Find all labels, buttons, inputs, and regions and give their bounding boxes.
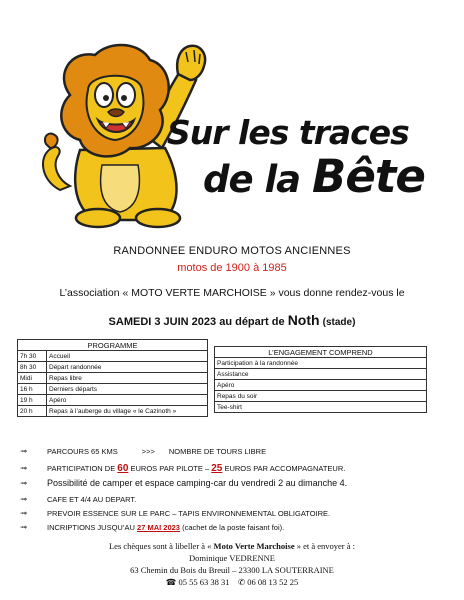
table-row (18, 384, 208, 395)
price-pilote: 60 (117, 463, 129, 474)
payment-footer (0, 540, 464, 588)
bullet-arrow-icon: ➟ (20, 463, 28, 473)
event-date-line (0, 312, 464, 328)
inscriptions-text-b: (cachet de la poste faisant foi). (182, 523, 285, 532)
table-row (18, 373, 208, 384)
footer-payee: Moto Verte Marchoise (213, 541, 295, 551)
event-place: Noth (287, 312, 320, 328)
engagement-item: Apéro (215, 380, 427, 391)
programme-label: Départ randonnée (47, 362, 208, 373)
arrow-text: >>> (141, 447, 155, 456)
programme-table (17, 339, 208, 417)
programme-label: Derniers départs (47, 384, 208, 395)
phone-icon: ☎ (165, 577, 177, 587)
programme-time: 19 h (18, 395, 47, 406)
participation-text-c: EUROS PAR ACCOMPAGNATEUR. (224, 464, 346, 473)
programme-label: Accueil (47, 351, 208, 362)
list-item (20, 463, 450, 478)
event-subtitle: RANDONNEE ENDURO MOTOS ANCIENNES (113, 245, 351, 257)
footer-text-a: Les chèques sont à libeller à « (108, 541, 212, 551)
bullet-arrow-icon: ➟ (20, 478, 28, 488)
programme-time: 20 h (18, 406, 47, 417)
title-line2-prefix: de la (203, 158, 301, 201)
mobile-phone-icon: ✆ (237, 577, 246, 587)
footer-line1 (0, 540, 464, 552)
inscriptions-text-a: INCRIPTIONS JUSQU’AU (47, 523, 135, 532)
table-row (215, 369, 427, 380)
table-row (18, 362, 208, 373)
programme-time: 7h 30 (18, 351, 47, 362)
table-row (215, 402, 427, 413)
engagement-item: Participation à la randonnée (215, 358, 427, 369)
event-place-note: (stade) (322, 317, 356, 328)
cafe-text: CAFE ET 4/4 AU DEPART. (47, 495, 137, 504)
engagement-header: L’ENGAGEMENT COMPREND (215, 347, 427, 358)
table-row (18, 395, 208, 406)
tours-text: NOMBRE DE TOURS LIBRE (168, 447, 267, 456)
programme-time: 16 h (18, 384, 47, 395)
engagement-item: Repas du soir (215, 391, 427, 402)
essence-text: PREVOIR ESSENCE SUR LE PARC – TAPIS ENVIRONNEMENTAL OBLIGATOIRE. (47, 509, 331, 518)
participation-text-b: EUROS PAR PILOTE – (130, 464, 210, 473)
camping-text: Possibilité de camper et espace camping-car du vendredi 2 au dimanche 4. (47, 478, 348, 488)
participation-text-a: PARTICIPATION DE (47, 464, 116, 473)
price-accompagnateur: 25 (211, 463, 223, 474)
table-row (215, 358, 427, 369)
bullet-arrow-icon: ➟ (20, 522, 28, 532)
bullet-arrow-icon: ➟ (20, 446, 28, 456)
phone-2: 06 08 13 52 25 (247, 577, 299, 587)
engagement-item: Tee-shirt (215, 402, 427, 413)
footer-phones (0, 576, 464, 588)
list-item (20, 478, 450, 494)
programme-label: Repas à l’auberge du village « le Cazinoth » (47, 406, 208, 417)
info-list (20, 446, 450, 536)
table-row (18, 406, 208, 417)
footer-address: 63 Chemin du Bois du Breuil – 23300 LA SOUTERRAINE (130, 565, 334, 575)
parcours-text: PARCOURS 65 KMS (47, 447, 118, 456)
programme-time: Midi (18, 373, 47, 384)
list-item (20, 446, 450, 463)
inscriptions-date: 27 MAI 2023 (137, 523, 180, 532)
poster-title-line2 (203, 150, 425, 203)
phone-1: 05 55 63 38 31 (178, 577, 230, 587)
engagement-table (214, 346, 427, 413)
table-row (18, 351, 208, 362)
programme-label: Repas libre (47, 373, 208, 384)
poster-title-line1: Sur les traces (167, 113, 409, 152)
programme-header: PROGRAMME (18, 340, 208, 351)
footer-text-c: » et à envoyer à : (296, 541, 356, 551)
title-line2-word: Bête (312, 150, 425, 203)
engagement-item: Assistance (215, 369, 427, 380)
list-item (20, 508, 450, 522)
table-row (215, 380, 427, 391)
programme-label: Apéro (47, 395, 208, 406)
list-item (20, 494, 450, 508)
event-date-de: de (271, 316, 285, 328)
association-invite: L’association « MOTO VERTE MARCHOISE » vous donne rendez-vous le (59, 287, 405, 299)
list-item (20, 522, 450, 536)
bullet-arrow-icon: ➟ (20, 508, 28, 518)
footer-name: Dominique VEDRENNE (188, 553, 276, 563)
table-row (215, 391, 427, 402)
motorbike-years: motos de 1900 à 1985 (177, 262, 287, 274)
event-date: SAMEDI 3 JUIN 2023 au départ (108, 316, 269, 328)
programme-time: 8h 30 (18, 362, 47, 373)
bullet-arrow-icon: ➟ (20, 494, 28, 504)
